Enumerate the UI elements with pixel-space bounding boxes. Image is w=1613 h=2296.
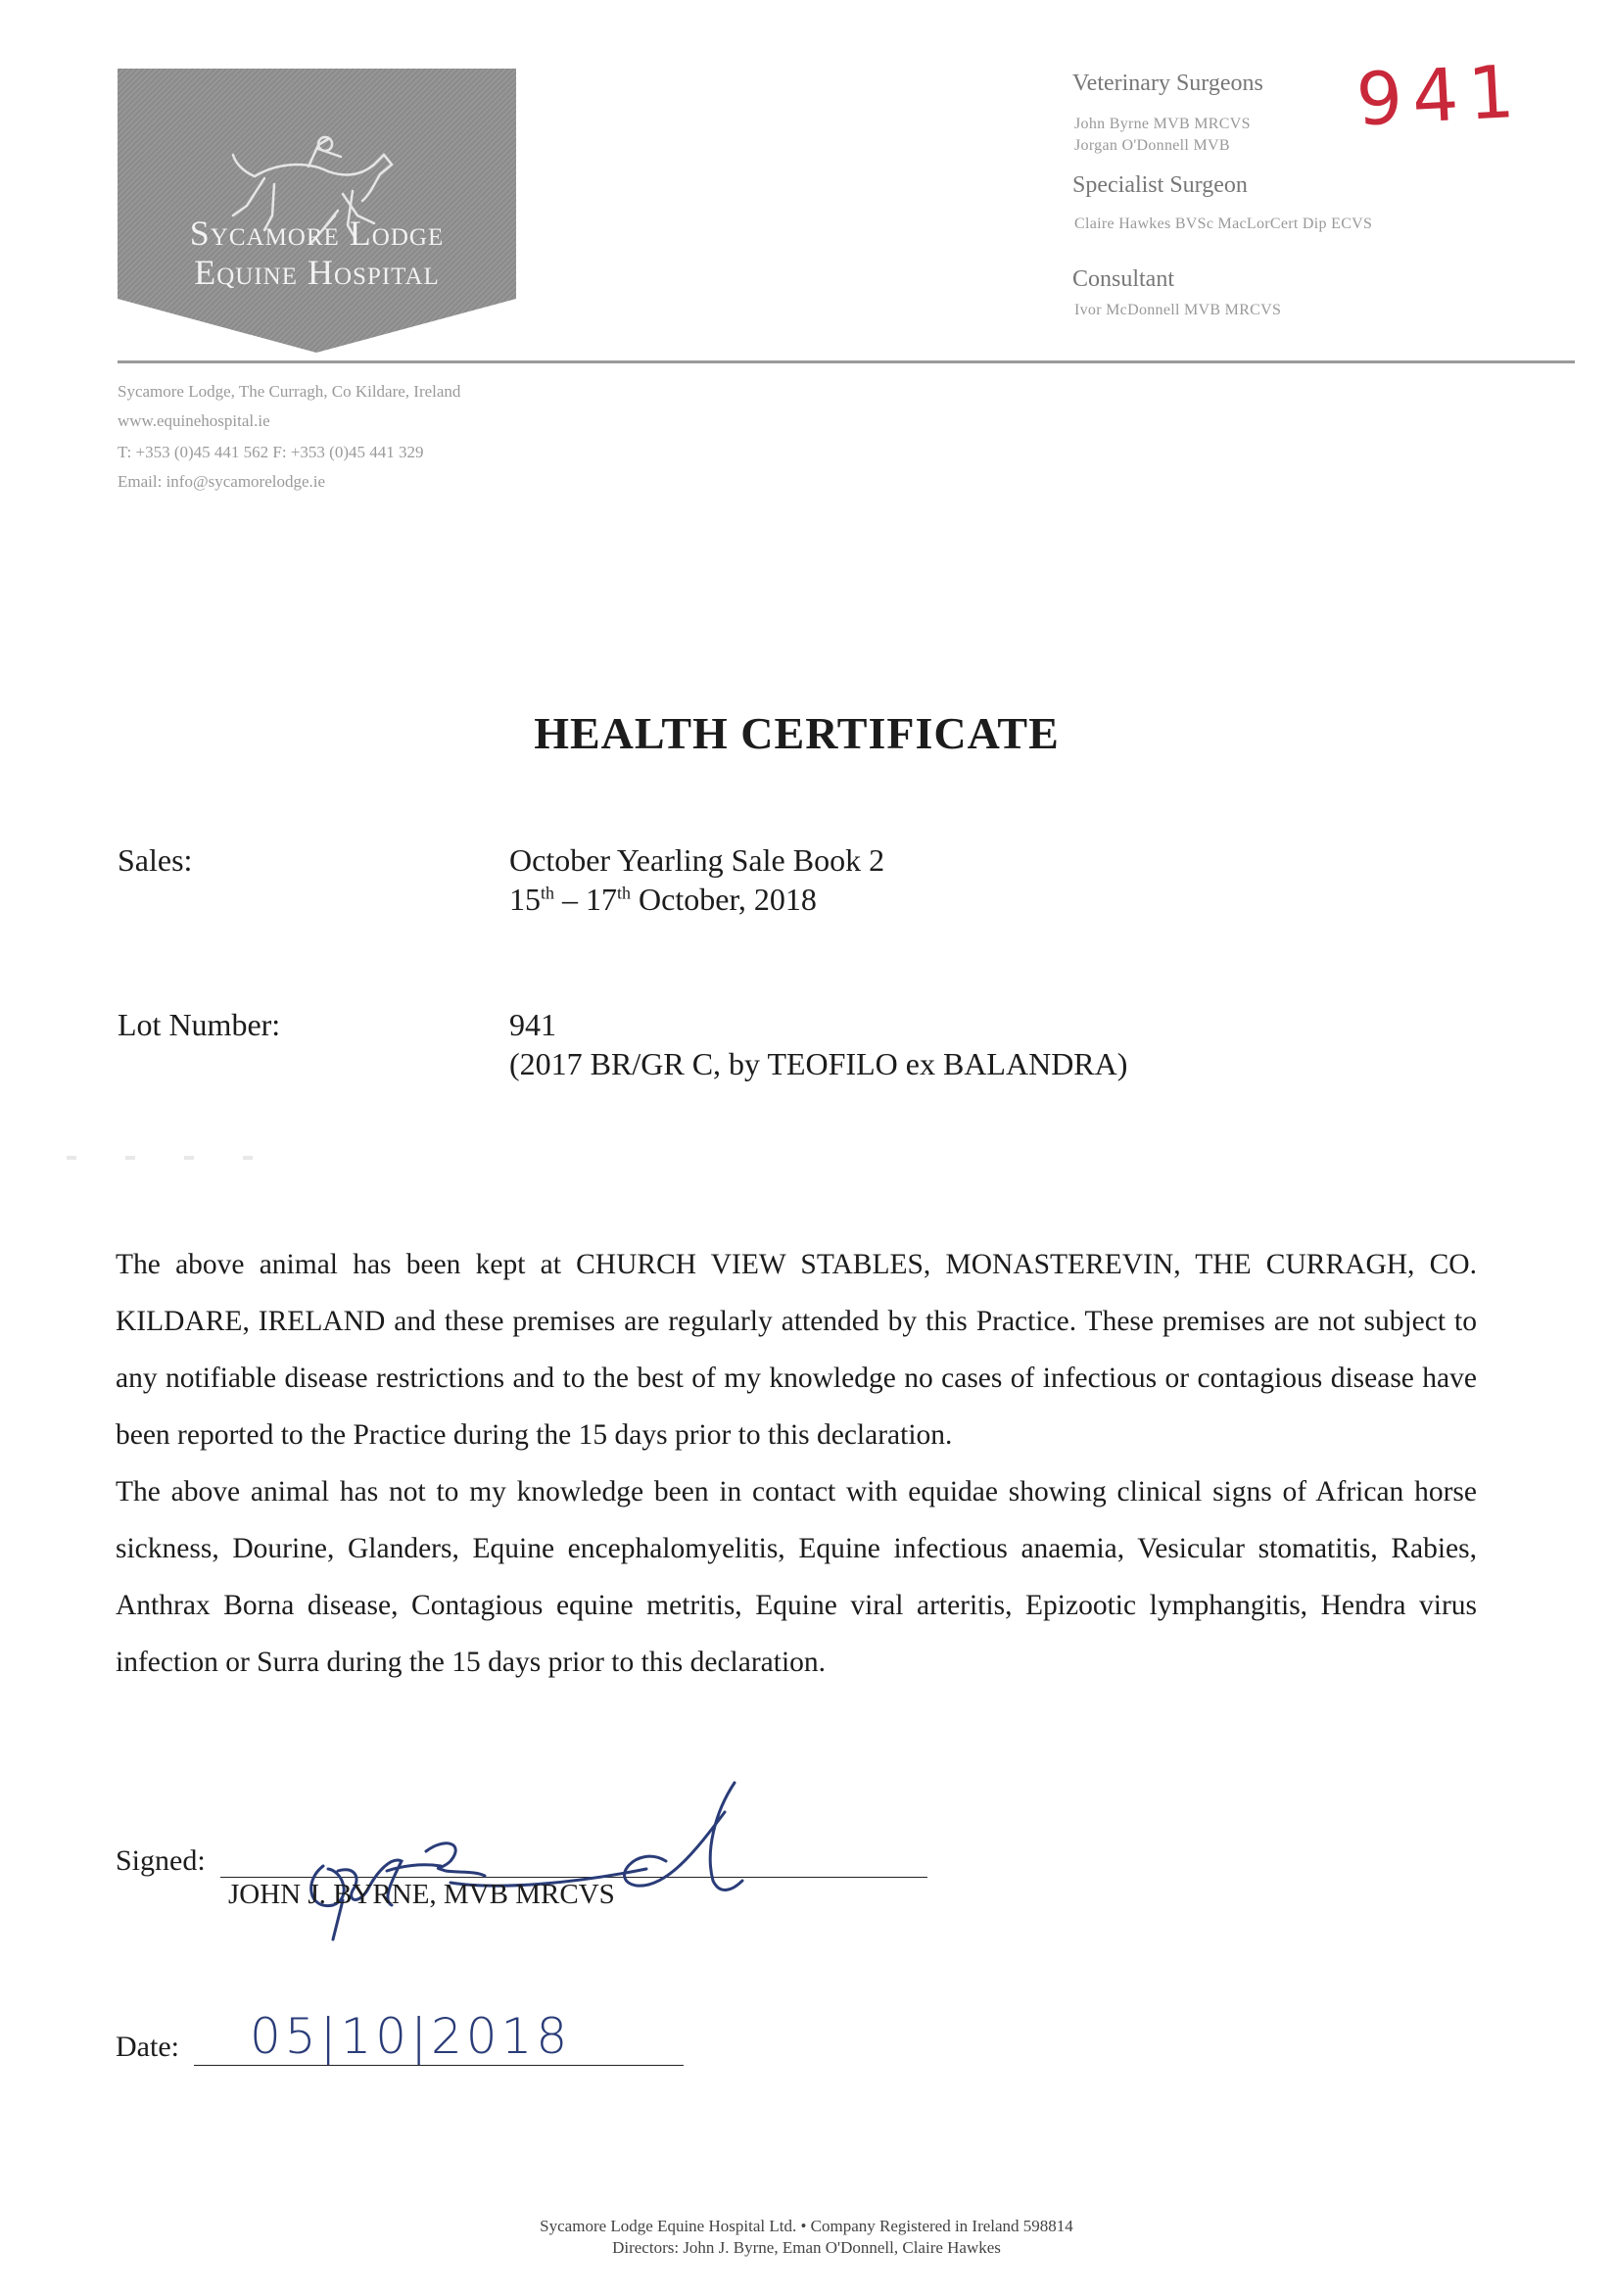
signatory-name: JOHN J. BYRNE, MVB MRCVS xyxy=(228,1879,615,1910)
logo-line1: Sycamore Lodge xyxy=(189,214,445,253)
sales-dates: 15th – 17th October, 2018 xyxy=(509,882,817,917)
footer xyxy=(0,2216,1613,2259)
body-paragraph-2: The above animal has not to my knowledge been in contact with equidae showing clinical signs of African horse sickness, Dourine, Glanders, Equine encephalomyelitis, Equine infectious anaemia, Vesicular stomatitis, Rabies, Anthrax Borna disease, Contagious equine metritis, Equine viral arteritis, Epizootic lymphangitis, Hendra virus infection or Surra during the 15 days prior to this declaration. xyxy=(116,1476,1477,1678)
certificate-body xyxy=(116,1236,1477,1691)
lot-number: 941 xyxy=(509,1007,556,1042)
handwritten-date: 05|10|2018 xyxy=(250,2008,572,2065)
sales-label: Sales: xyxy=(118,842,193,878)
date-line xyxy=(194,2065,684,2066)
footer-directors: Directors: John J. Byrne, Eman O'Donnell, Claire Hawkes xyxy=(612,2238,1001,2257)
scan-artifact xyxy=(67,1156,253,1160)
vet-surgeons-heading: Veterinary Surgeons xyxy=(1072,71,1263,96)
lot-label: Lot Number: xyxy=(118,1007,281,1042)
consultant-heading: Consultant xyxy=(1072,266,1175,292)
hospital-logo xyxy=(118,69,516,362)
certificate-title: HEALTH CERTIFICATE xyxy=(534,708,1060,758)
sales-name: October Yearling Sale Book 2 xyxy=(509,842,885,878)
address-email: Email: info@sycamorelodge.ie xyxy=(118,472,326,491)
vet-name-1: John Byrne MVB MRCVS xyxy=(1074,116,1251,132)
address-line-1: Sycamore Lodge, The Curragh, Co Kildare, Ireland xyxy=(118,382,461,401)
specialist-heading: Specialist Surgeon xyxy=(1072,172,1248,198)
handwritten-lot-number: 941 xyxy=(1353,49,1527,143)
header-divider xyxy=(118,360,1575,363)
lot-description: (2017 BR/GR C, by TEOFILO ex BALANDRA) xyxy=(509,1046,1128,1081)
body-paragraph-1: The above animal has been kept at CHURCH VIEW STABLES, MONASTEREVIN, THE CURRAGH, CO. KILDARE, IRELAND and these premises are regularly attended by this Practice. These premises are not subject to any notifiable disease restrictions and to the best of my knowledge no cases of infectious or contagious disease have been reported to the Practice during the 15 days prior to this declaration. xyxy=(116,1249,1477,1451)
address-website: www.equinehospital.ie xyxy=(118,411,270,430)
signed-label: Signed: xyxy=(116,1844,206,1877)
consultant-name: Ivor McDonnell MVB MRCVS xyxy=(1074,302,1282,318)
footer-company: Sycamore Lodge Equine Hospital Ltd. • Company Registered in Ireland 598814 xyxy=(540,2217,1073,2235)
handwritten-signature xyxy=(284,1773,793,1949)
vet-name-2: Jorgan O'Donnell MVB xyxy=(1074,137,1230,154)
specialist-name: Claire Hawkes BVSc MacLorCert Dip ECVS xyxy=(1074,215,1373,232)
logo-line2: Equine Hospital xyxy=(194,253,440,292)
date-label: Date: xyxy=(116,2031,179,2063)
address-phone: T: +353 (0)45 441 562 F: +353 (0)45 441 329 xyxy=(118,443,424,461)
